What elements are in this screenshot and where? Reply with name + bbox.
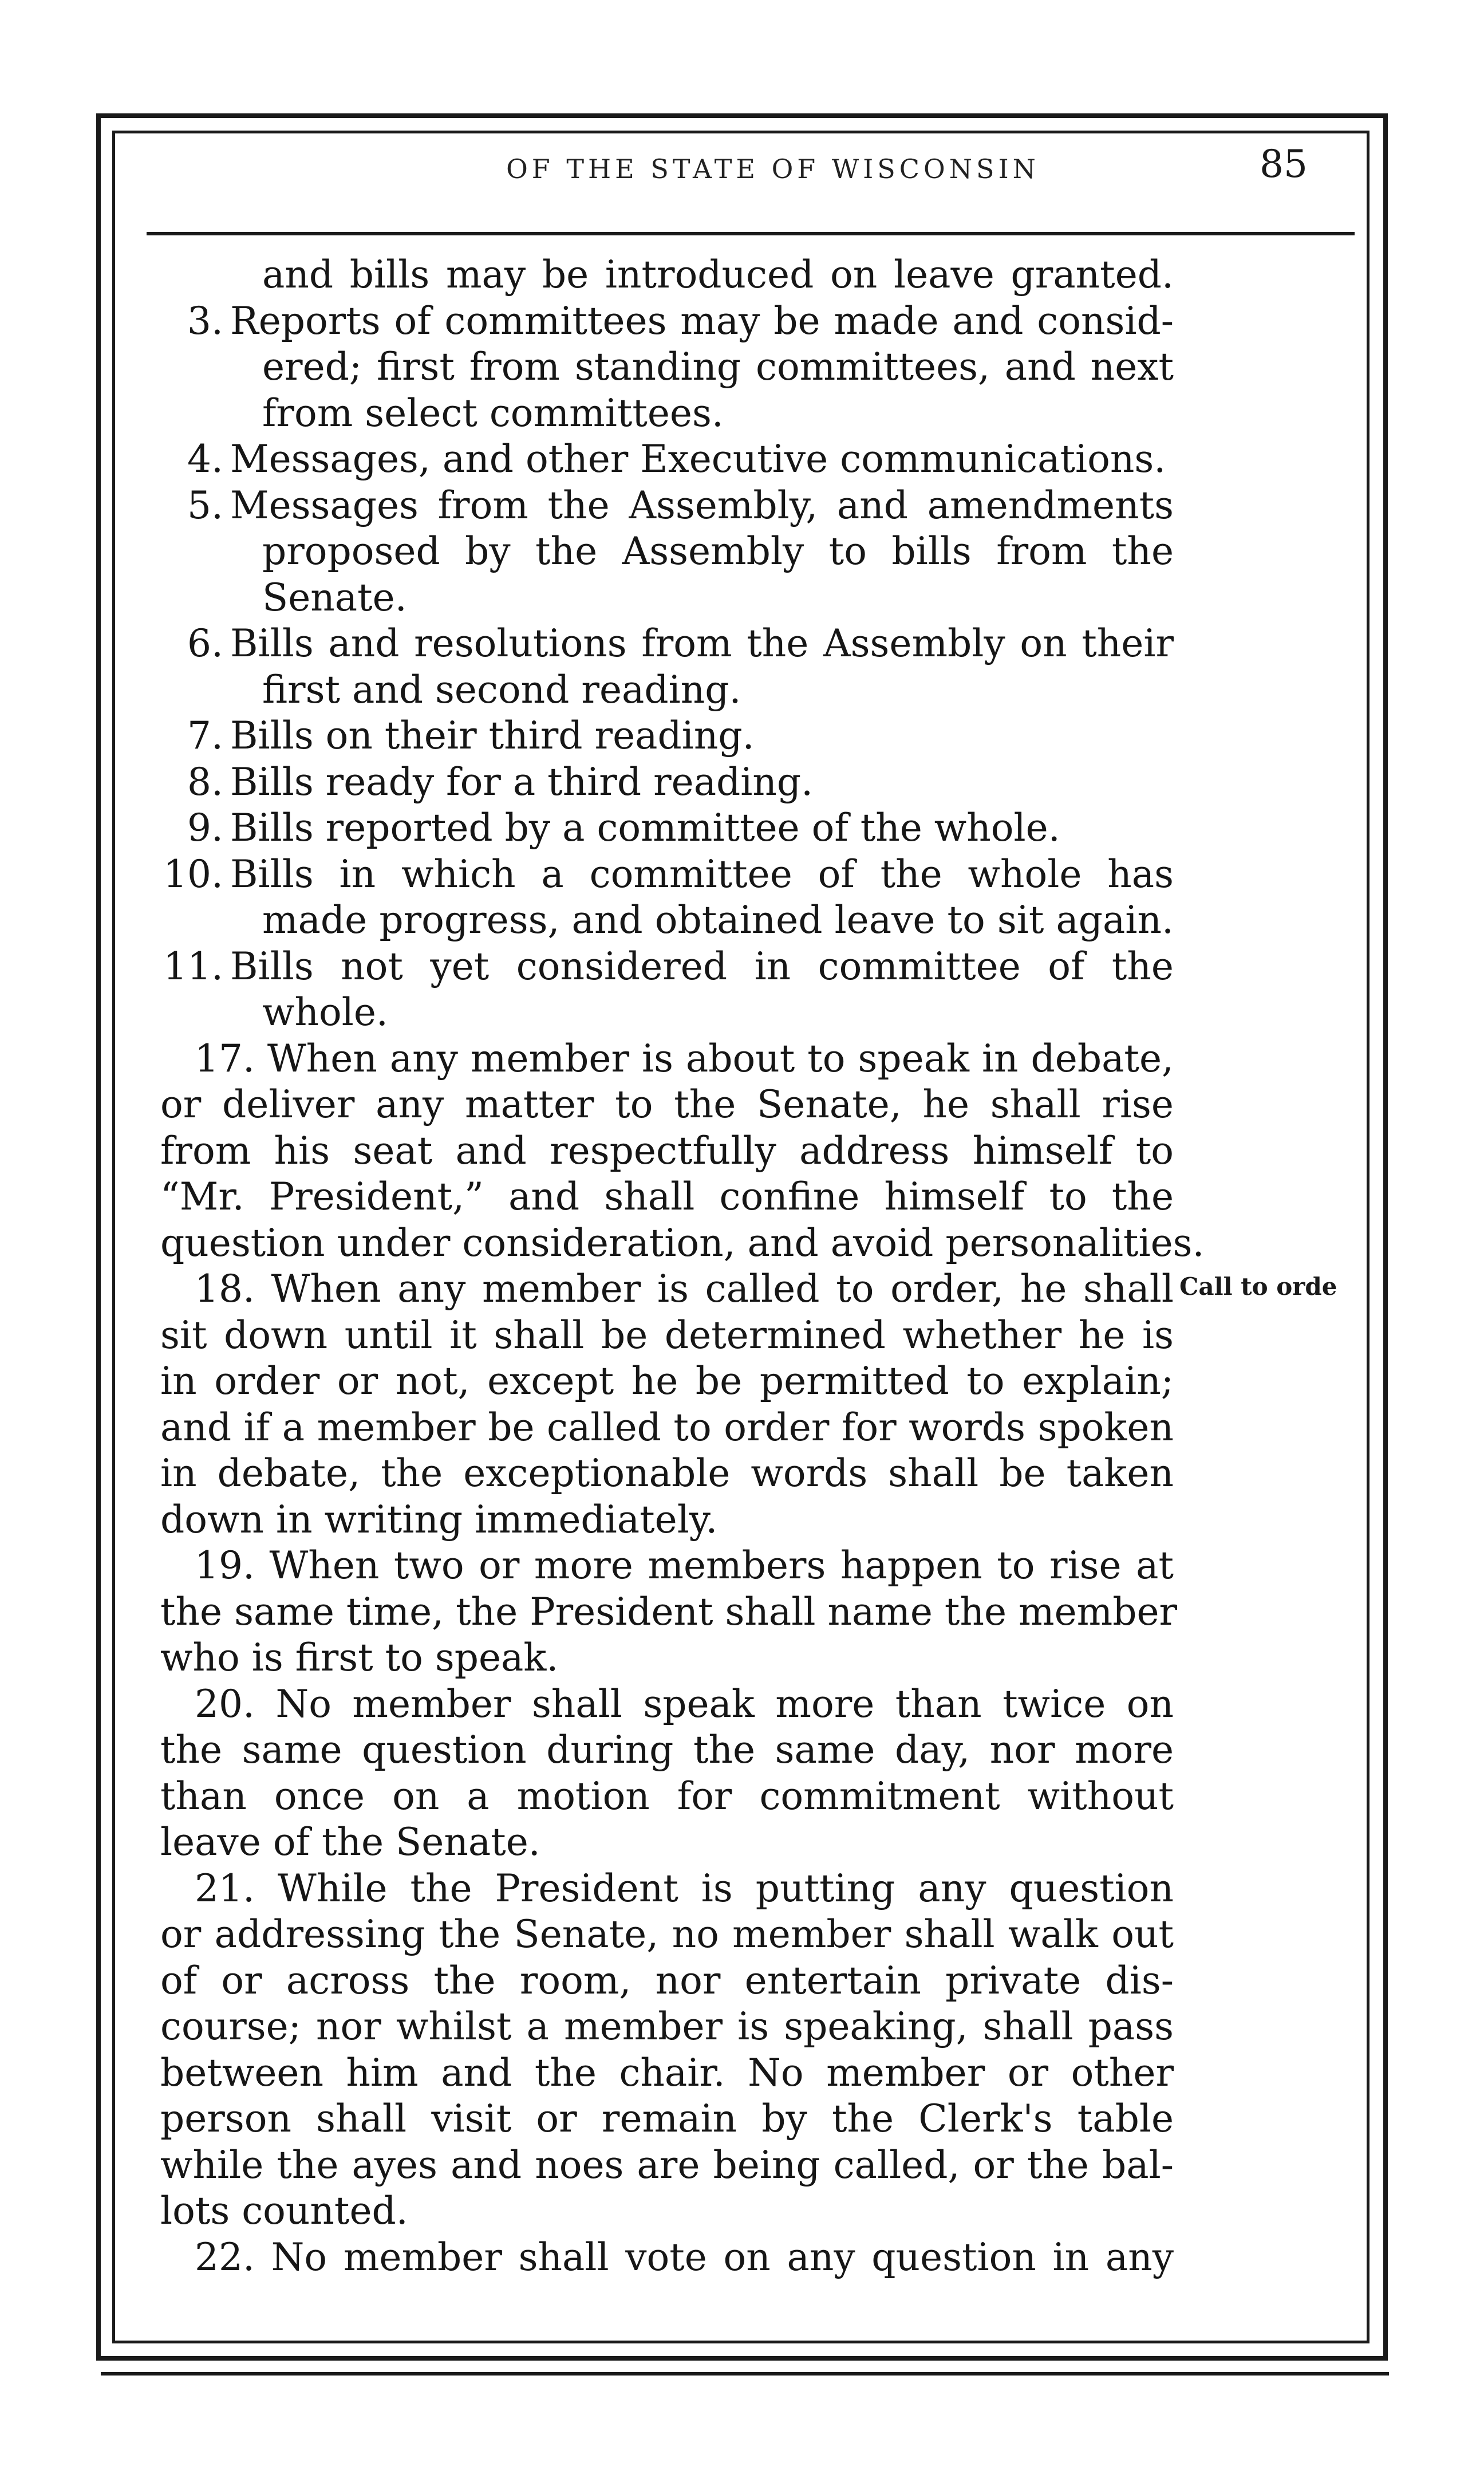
paragraph-text: down in writing immediately.: [160, 1497, 718, 1542]
item-number: 4.: [187, 437, 223, 481]
text-line: [143, 2142, 1174, 2189]
text-line: [143, 1451, 1174, 1497]
text-line: [143, 1866, 1174, 1912]
paragraph-text: from his seat and respectfully address himself to: [160, 1128, 1174, 1173]
text-line: [143, 1497, 1174, 1543]
item-continuation: ered; first from standing committees, and next: [262, 345, 1174, 389]
text-line: [143, 713, 1174, 759]
text-line: [143, 621, 1174, 667]
page-number: 85: [1260, 142, 1308, 186]
text-line: [143, 1036, 1174, 1082]
paragraph-text: or deliver any matter to the Senate, he shall rise: [160, 1082, 1174, 1126]
paragraph-text: sit down until it shall be determined whether he is: [160, 1313, 1174, 1357]
paragraph-text: the same question during the same day, nor more: [160, 1728, 1174, 1772]
header-rule: [147, 232, 1355, 235]
item-number: 11.: [163, 944, 223, 988]
text-line: [143, 529, 1174, 575]
paragraph-text: 22. No member shall vote on any question in any: [195, 2235, 1174, 2279]
item-text: Bills not yet considered in committee of the: [230, 944, 1174, 988]
paragraph-text: who is first to speak.: [160, 1636, 559, 1680]
item-text: Reports of committees may be made and consid-: [230, 298, 1174, 343]
text-line: [143, 667, 1174, 714]
item-text: Bills and resolutions from the Assembly on their: [230, 621, 1174, 665]
page-body: [143, 252, 1205, 2280]
paragraph-text: and if a member be called to order for words spoken: [160, 1405, 1174, 1449]
text-line: [143, 1912, 1174, 1958]
text-line: [143, 990, 1174, 1036]
text-line: [143, 1727, 1174, 1774]
paragraph-text: question under consideration, and avoid personalities.: [160, 1220, 1205, 1265]
item-number: 7.: [187, 714, 223, 758]
text-line: [143, 1681, 1174, 1728]
paragraph-text: 18. When any member is called to order, he shall: [195, 1267, 1174, 1311]
paragraph-text: of or across the room, nor entertain private dis-: [160, 1958, 1174, 2003]
paragraph-text: in debate, the exceptionable words shall be taken: [160, 1451, 1174, 1495]
text-line: [143, 944, 1174, 990]
text-line: [143, 1774, 1174, 1820]
item-number: 10.: [163, 852, 223, 896]
paragraph-text: 19. When two or more members happen to rise at: [195, 1543, 1174, 1587]
paragraph-text: or addressing the Senate, no member shall walk out: [160, 1912, 1174, 1956]
item-continuation: from select committees.: [262, 391, 724, 435]
item-text: Bills reported by a committee of the whole.: [230, 806, 1060, 850]
text-line: [143, 1405, 1174, 1451]
paragraph-text: lots counted.: [160, 2189, 408, 2233]
text-line: [143, 1958, 1174, 2004]
paragraph-text: 20. No member shall speak more than twice on: [195, 1681, 1174, 1726]
paragraph-text: 21. While the President is putting any question: [195, 1866, 1174, 1910]
item-continuation: Senate.: [262, 575, 407, 620]
text-line: [143, 1266, 1174, 1313]
item-text: Bills on their third reading.: [230, 714, 755, 758]
text-line: [143, 391, 1174, 437]
text-line: [143, 1128, 1174, 1175]
item-number: 9.: [187, 806, 223, 850]
paragraph-text: 17. When any member is about to speak in debate,: [195, 1036, 1174, 1081]
paragraph-text: than once on a motion for commitment without: [160, 1774, 1174, 1818]
paragraph-text: “Mr. President,” and shall confine himself to the: [160, 1175, 1174, 1219]
bottom-rule: [101, 2372, 1389, 2375]
item-number: 5.: [187, 483, 223, 527]
item-text: Bills ready for a third reading.: [230, 759, 814, 804]
text-line: [143, 852, 1174, 898]
text-line: [143, 1819, 1174, 1866]
item-continuation: whole.: [262, 990, 388, 1034]
text-line: [143, 897, 1174, 944]
paragraph-text: course; nor whilst a member is speaking, shall pass: [160, 2004, 1174, 2048]
running-head: OF THE STATE OF WISCONSIN: [506, 153, 1040, 184]
paragraph-text: between him and the chair. No member or other: [160, 2050, 1174, 2095]
text-line: [143, 805, 1174, 852]
text-line: [143, 1543, 1174, 1589]
item-continuation: and bills may be introduced on leave granted.: [262, 253, 1174, 297]
item-text: Messages, and other Executive communications.: [230, 437, 1166, 481]
text-line: [143, 1358, 1174, 1405]
text-line: [143, 1082, 1174, 1128]
item-continuation: first and second reading.: [262, 667, 741, 712]
item-number: 3.: [187, 298, 223, 343]
text-line: [143, 1589, 1178, 1636]
text-line: [143, 298, 1174, 345]
item-text: Bills in which a committee of the whole has: [230, 852, 1174, 896]
item-number: 8.: [187, 759, 223, 804]
item-number: 6.: [187, 621, 223, 665]
text-line: [143, 2188, 1174, 2235]
paragraph-text: leave of the Senate.: [160, 1820, 540, 1864]
margin-note: Call to orde: [1179, 1273, 1337, 1301]
paragraph-text: in order or not, except he be permitted to explain;: [160, 1359, 1174, 1403]
paragraph-text: while the ayes and noes are being called, or the bal-: [160, 2142, 1174, 2187]
text-line: [143, 1313, 1174, 1359]
paragraph-text: person shall visit or remain by the Clerk's table: [160, 2097, 1174, 2141]
text-line: [143, 2004, 1174, 2050]
text-line: [143, 575, 1174, 621]
text-line: [143, 483, 1174, 529]
item-continuation: made progress, and obtained leave to sit again.: [262, 898, 1174, 942]
text-line: [143, 1174, 1174, 1220]
item-continuation: proposed by the Assembly to bills from the: [262, 529, 1174, 573]
text-line: [143, 2096, 1174, 2142]
text-line: [143, 759, 1174, 806]
text-line: [143, 344, 1174, 391]
text-line: [143, 252, 1174, 298]
text-line: [143, 2235, 1174, 2281]
text-line: [143, 436, 1174, 483]
paragraph-text: the same time, the President shall name the member: [160, 1589, 1178, 1634]
text-line: [143, 2050, 1174, 2097]
item-text: Messages from the Assembly, and amendments: [230, 483, 1174, 527]
text-line: [143, 1635, 1174, 1681]
text-line: [143, 1220, 1205, 1267]
